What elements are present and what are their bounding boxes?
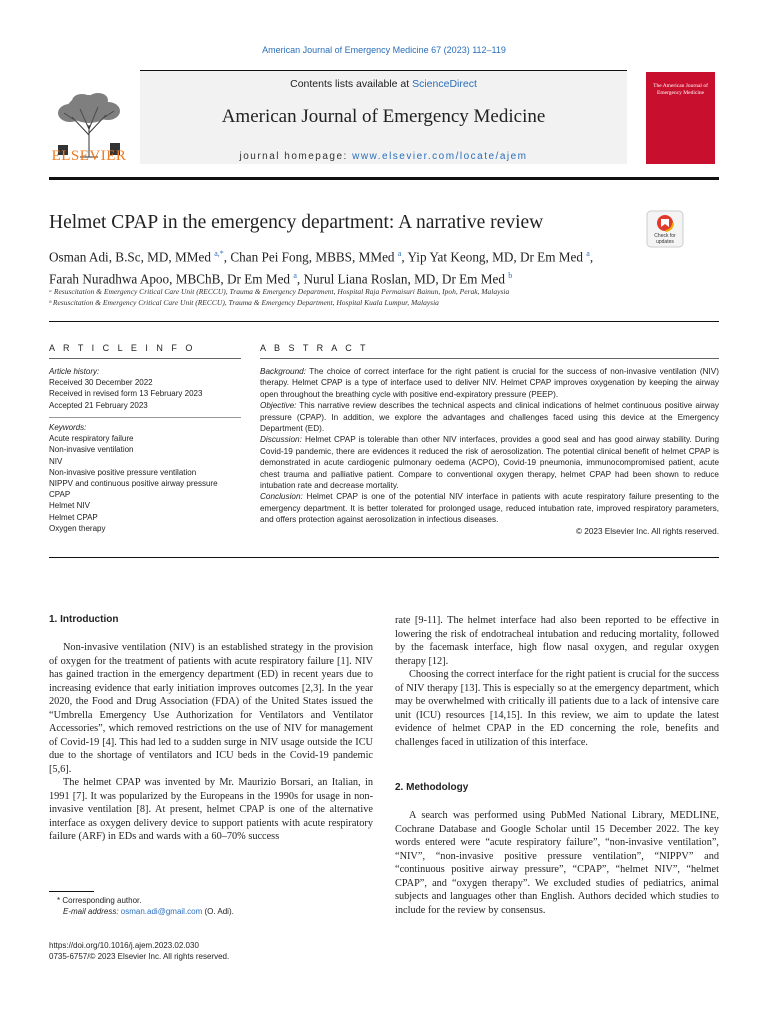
methodology-heading: 2. Methodology	[395, 782, 469, 793]
keyword-item: Non-invasive ventilation	[49, 445, 134, 455]
keyword-item: Acute respiratory failure	[49, 434, 134, 444]
keyword-item: NIPPV and continuous positive airway pressure	[49, 479, 218, 489]
right-column-body	[395, 614, 719, 749]
check-updates-label: Check for updates	[654, 233, 676, 245]
email-note	[63, 906, 234, 917]
author-separator: ,	[589, 249, 594, 265]
intro-paragraph-1: Non-invasive ventilation (NIV) is an established strategy in the provision of oxygen for the treatment of patients with acute respiratory failure [1]. NIV has gained traction in the emergency department (ED) in recent years due to increasing evidence that early initiation improves outcomes [2,3]. In the year 2020, the Food and Drug Association (FDA) of the United States issued the “Umbrella Emergency Use Authorization for Ventilators and Ventilator Accessories”, which removed restrictions on the use of NIV for management of Covid-19 [4]. This had led to a sudden surge in NIV usage outside the ICU due to the shortage of ventilators and ICU beds in the Covid-19 pandemic [5,6].	[49, 642, 373, 775]
journal-title[interactable]: American Journal of Emergency Medicine	[221, 106, 546, 127]
objective-label: Objective:	[260, 401, 297, 411]
journal-homepage	[140, 151, 627, 162]
author-separator: ,	[296, 271, 304, 287]
article-info-heading: A R T I C L E I N F O	[49, 343, 196, 353]
issn-line: 0735-6757/© 2023 Elsevier Inc. All rights reserved.	[49, 952, 230, 961]
abstract-rule	[260, 358, 719, 359]
author-affiliation-marker[interactable]: a	[586, 249, 590, 258]
homepage-link[interactable]: www.elsevier.com/locate/ajem	[352, 151, 528, 162]
email-link[interactable]: osman.adi@gmail.com	[120, 907, 203, 916]
cover-title: The American Journal of Emergency Medicine	[653, 83, 708, 96]
author-separator: ,	[401, 249, 408, 265]
article-info-rule	[49, 358, 241, 359]
keyword-item: Oxygen therapy	[49, 523, 106, 533]
journal-reference[interactable]: American Journal of Emergency Medicine 67 (2023) 112–119	[262, 45, 506, 55]
authors-line-1	[49, 244, 649, 266]
journal-cover-thumbnail[interactable]	[646, 72, 715, 164]
history-list	[49, 377, 249, 411]
methodology-body	[395, 809, 719, 917]
article-title: Helmet CPAP in the emergency department: A narrative review	[49, 212, 544, 233]
authors-line-2	[49, 266, 649, 288]
header-bottom-rule	[49, 177, 719, 180]
history-item: Accepted 21 February 2023	[49, 400, 148, 410]
contents-prefix: Contents lists available at	[290, 78, 413, 90]
keywords-label: Keywords:	[49, 423, 87, 432]
discussion-label: Discussion:	[260, 435, 302, 445]
keyword-item: Helmet NIV	[49, 501, 90, 511]
author-list	[49, 244, 649, 289]
left-column-body	[49, 641, 373, 844]
keyword-item: Non-invasive positive pressure ventilation	[49, 467, 197, 477]
doi-link[interactable]: https://doi.org/10.1016/j.ajem.2023.02.030	[49, 941, 199, 950]
email-suffix: (O. Adi).	[202, 907, 234, 916]
author-separator: ,	[223, 249, 231, 265]
history-item: Received 30 December 2022	[49, 378, 153, 388]
author-name: Osman Adi, B.Sc, MD, MMed	[49, 249, 215, 265]
abstract-background: The choice of correct interface for the right patient is crucial for the success of non-invasive ventilation (NIV) therapy. Helmet CPAP is a type of interface used to deliver NIV. Helmet CPAP improves oxygenation by keeping the airway open throughout the breathing cycle with positive end-expiratory pressure (PEEP).	[260, 367, 719, 399]
introduction-heading: 1. Introduction	[49, 614, 119, 625]
article-history	[49, 366, 249, 411]
contents-line	[140, 78, 627, 90]
elsevier-wordmark: ELSEVIER	[51, 148, 127, 164]
keywords-block	[49, 422, 249, 534]
abstract-bottom-rule	[49, 557, 719, 558]
history-label: Article history:	[49, 367, 100, 376]
author-name: Farah Nuradhwa Apoo, MBChB, Dr Em Med	[49, 271, 294, 287]
keyword-item: CPAP	[49, 490, 71, 500]
affiliation-rule	[49, 321, 719, 322]
affiliation-b: ᵇ Resuscitation & Emergency Critical Care Unit (RECCU), Trauma & Emergency Department, Hospital Kuala Lumpur, Malaysia	[49, 298, 439, 307]
abstract-heading: A B S T R A C T	[260, 343, 369, 353]
corresponding-author-note: * Corresponding author.	[57, 896, 142, 905]
history-item: Received in revised form 13 February 2023	[49, 389, 203, 399]
conclusion-label: Conclusion:	[260, 492, 303, 502]
keyword-item: NIV	[49, 456, 63, 466]
abstract-objective: This narrative review describes the technical aspects and clinical indications of helmet continuous positive airway pressure (CPAP). In addition, we explore the advantages and challenges faced using this device at the Emergency Department (ED).	[260, 401, 719, 434]
intro-paragraph-2: The helmet CPAP was invented by Mr. Maurizio Borsari, an Italian, in 1991 [7]. It was popularized by the Europeans in the 1990s for usage in non-invasive ventilation [8]. At present, helmet CPAP is one of the alternative interface as oxygen delivery device to support patients with acute respiratory failure (ARF) in EDs and wards with a 60–70% success	[49, 777, 373, 842]
author-affiliation-marker[interactable]: b	[508, 271, 513, 281]
abstract-discussion: Helmet CPAP is tolerable than other NIV interfaces, provides a good seal and has good airway stability. During Covid-19 pandemic, there are evidences it reduced the risk of aerosolization. The potential clinical benefit of helmet CPAP is demonstrated in acute cardiogenic pulmonary oedema (ACPO), Covid-19 pneumonia, immunocompromised patient, acute chest trauma and palliative patient. Compare to conventional oxygen therapy, helmet CPAP had been shown to reduce intubation rate and decrease mortality.	[260, 435, 719, 491]
footnote-rule	[49, 891, 94, 892]
homepage-prefix: journal homepage:	[239, 151, 353, 162]
abstract-copyright: © 2023 Elsevier Inc. All rights reserved.	[575, 526, 719, 536]
author-affiliation-marker[interactable]: a,*	[214, 249, 224, 258]
author-affiliation-marker[interactable]: a	[293, 271, 297, 281]
right-paragraph-2: Choosing the correct interface for the right patient is crucial for the success of NIV therapy [13]. This is especially so at the emergency department, which may be overwhelmed with critically ill patients due to a lack of intensive care unit (ICU) resources [14,15]. In this review, we aim to update the latest evidence of helmet CPAP in the ED concerning the role, benefits and challenges faced in utilization of this interface.	[395, 669, 719, 748]
keywords-list	[49, 433, 249, 534]
right-paragraph-1: rate [9-11]. The helmet interface had also been reported to be effective in lowering the risk of endotracheal intubation and reducing mortality, followed by the facemask interface, high flow nasal oxygen, and regular oxygen therapy [12].	[395, 615, 719, 667]
email-label: E-mail address:	[63, 907, 121, 916]
sciencedirect-link[interactable]: ScienceDirect	[412, 78, 477, 90]
affiliation-a: ᵃ Resuscitation & Emergency Critical Care Unit (RECCU), Trauma & Emergency Department, Hospital Raja Permaisuri Bainun, Ipoh, Perak, Malaysia	[49, 287, 510, 296]
abstract-body	[260, 366, 719, 537]
author-name: Yip Yat Keong, MD, Dr Em Med	[407, 249, 587, 265]
abstract-conclusion: Helmet CPAP is one of the potential NIV interface in patients with acute respiratory failure presenting to the emergency department. It is better tolerated for prolonged usage, reduced intubation rate, improved respiratory parameters, and offers protection against aerosolization in infectious diseases.	[260, 492, 719, 525]
author-name: Nurul Liana Roslan, MD, Dr Em Med	[303, 271, 509, 287]
keyword-item: Helmet CPAP	[49, 512, 98, 522]
check-for-updates-badge[interactable]	[646, 210, 684, 248]
history-rule	[49, 417, 241, 418]
methodology-paragraph-1: A search was performed using PubMed National Library, MEDLINE, Cochrane Database and Google Scholar until 15 December 2022. The key words entered were “acute respiratory failure”, “non-invasive ventilation”, “NIV”, “non-invasive positive pressure ventilation”, “NIPPV” and “continuous positive airway pressure”, “CPAP”, “helmet NIV”, “helmet CPAP”, and “oxygen therapy”. We excluded studies of pediatrics, animal subjects and languages other than English. Authors decided which studies to include for the review by consensus.	[395, 810, 719, 916]
background-label: Background:	[260, 367, 306, 376]
author-name: Chan Pei Fong, MBBS, MMed	[230, 249, 398, 265]
author-affiliation-marker[interactable]: a	[397, 249, 402, 258]
